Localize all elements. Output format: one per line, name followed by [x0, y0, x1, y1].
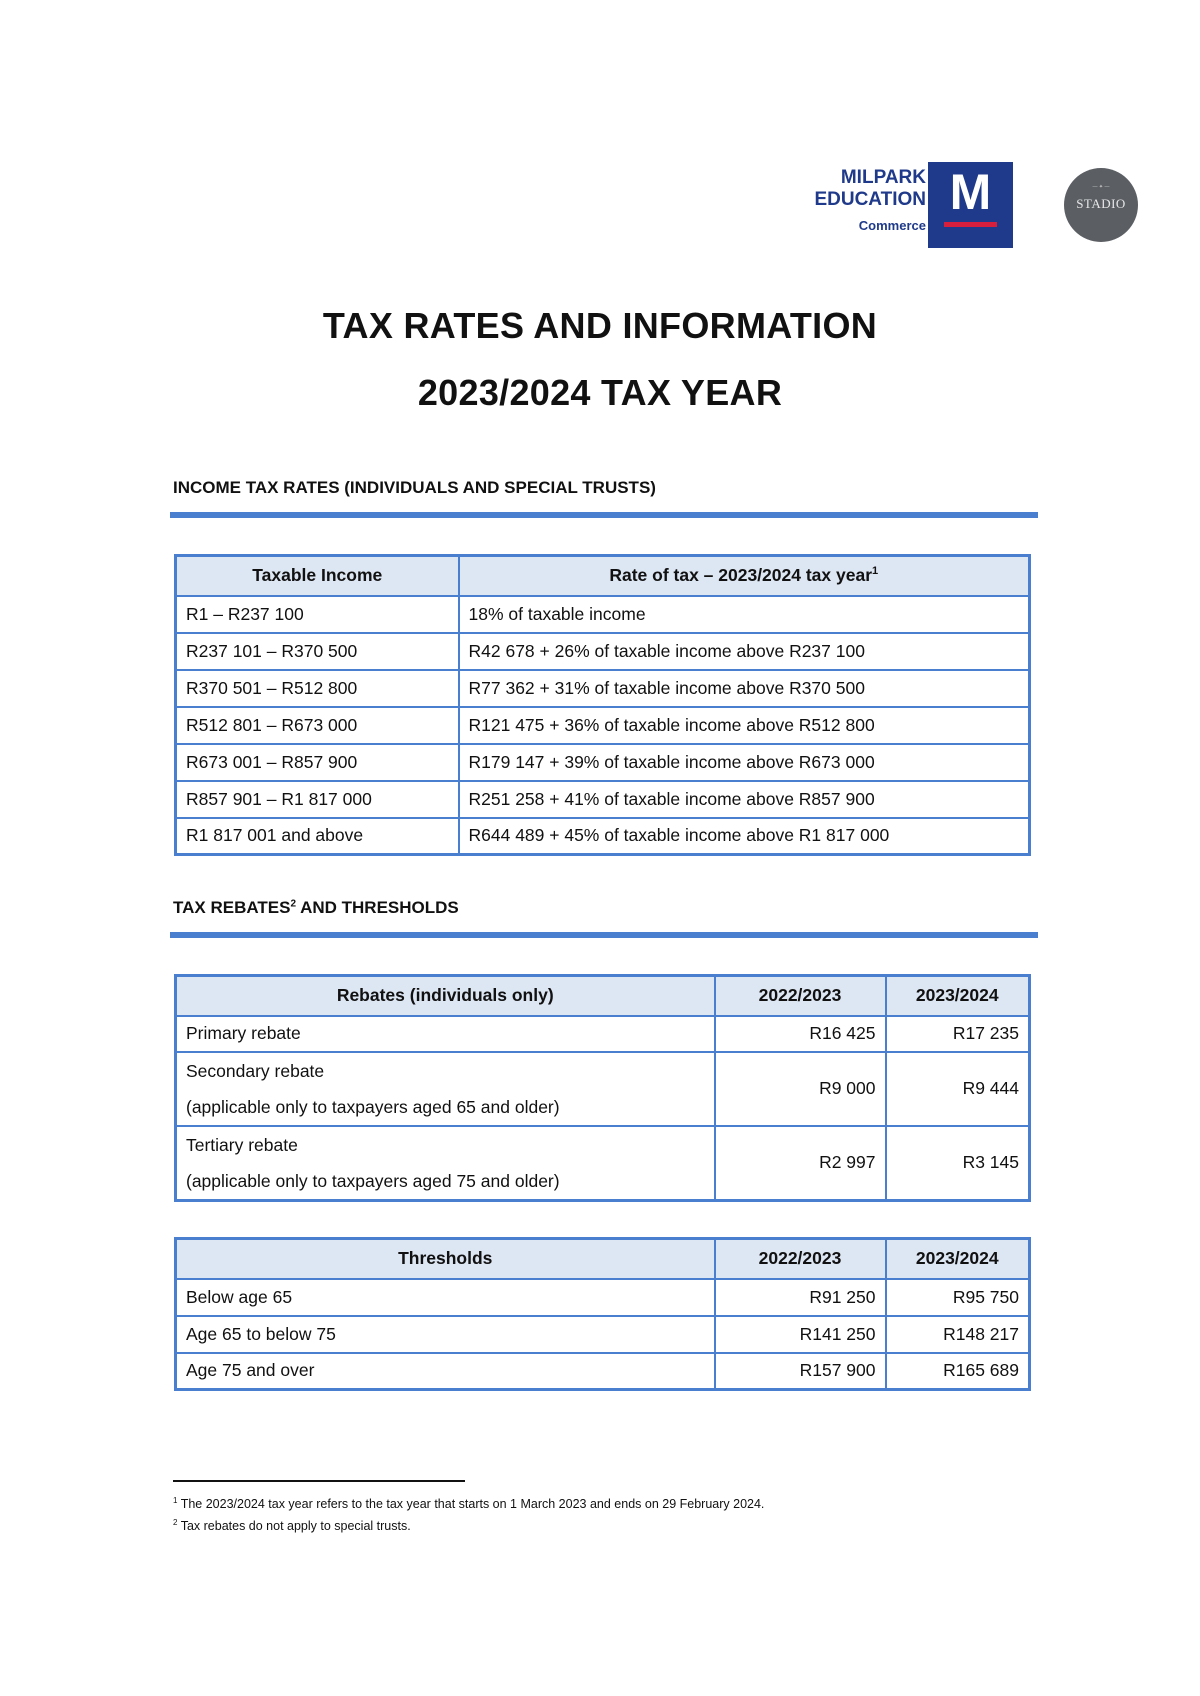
table-header-row: [176, 1239, 1030, 1279]
rate-cell: R179 147 + 39% of taxable income above R673 000: [459, 744, 1030, 781]
rebate-label-cell: [176, 1016, 715, 1052]
threshold-2023-value: R148 217: [886, 1316, 1030, 1353]
seal-text: STADIO: [1076, 196, 1126, 211]
col-header-thresholds: Thresholds: [176, 1239, 715, 1279]
rebate-2023-value: R3 145: [886, 1126, 1030, 1201]
stadio-seal-logo: [1064, 168, 1138, 242]
rebate-2022-value: R2 997: [715, 1126, 886, 1201]
income-cell: R857 901 – R1 817 000: [176, 781, 459, 818]
income-cell: R1 817 001 and above: [176, 818, 459, 855]
logo-monogram: M: [949, 164, 992, 220]
threshold-2022-value: R141 250: [715, 1316, 886, 1353]
table-row: [176, 1052, 1030, 1126]
seal-small-text: — ✦ —: [1092, 184, 1110, 190]
rate-cell: R251 258 + 41% of taxable income above R857 900: [459, 781, 1030, 818]
threshold-2023-value: R165 689: [886, 1353, 1030, 1390]
income-tax-heading: INCOME TAX RATES (INDIVIDUALS AND SPECIAL TRUSTS): [173, 478, 656, 497]
col-header-2022-2023: 2022/2023: [715, 1239, 886, 1279]
table-row: [176, 818, 1030, 855]
rate-cell: R77 362 + 31% of taxable income above R370 500: [459, 670, 1030, 707]
footnote-1: [173, 1496, 764, 1511]
col-header-rebates: Rebates (individuals only): [176, 976, 715, 1016]
table-row: [176, 1279, 1030, 1316]
income-cell: R370 501 – R512 800: [176, 670, 459, 707]
footnote-ref-2: 2: [290, 898, 296, 910]
footnote-ref-1: 1: [872, 565, 879, 578]
col-header-taxable-income: Taxable Income: [176, 556, 459, 596]
rebate-2023-value: R9 444: [886, 1052, 1030, 1126]
threshold-2022-value: R91 250: [715, 1279, 886, 1316]
col-header-2022-2023: 2022/2023: [715, 976, 886, 1016]
table-row: [176, 1316, 1030, 1353]
col-header-rate: [459, 556, 1030, 596]
milpark-monogram-logo: [928, 162, 1013, 248]
threshold-label: Age 75 and over: [176, 1353, 715, 1390]
logo-red-bar: [944, 222, 997, 227]
rebate-condition: (applicable only to taxpayers aged 75 and older): [186, 1170, 560, 1191]
table-row: [176, 1016, 1030, 1052]
table-row: [176, 633, 1030, 670]
thresholds-table: [174, 1237, 1031, 1391]
rate-cell: 18% of taxable income: [459, 596, 1030, 633]
table-row: [176, 670, 1030, 707]
income-tax-table: [174, 554, 1031, 856]
threshold-2022-value: R157 900: [715, 1353, 886, 1390]
threshold-label: Age 65 to below 75: [176, 1316, 715, 1353]
table-row: [176, 1126, 1030, 1201]
table-row: [176, 1353, 1030, 1390]
rebate-name: Tertiary rebate: [186, 1134, 298, 1155]
threshold-label: Below age 65: [176, 1279, 715, 1316]
threshold-2023-value: R95 750: [886, 1279, 1030, 1316]
rebates-heading: [173, 898, 459, 918]
logo-line-3: Commerce: [858, 218, 926, 233]
rebate-label-cell: [176, 1126, 715, 1201]
milpark-wordmark: [760, 167, 926, 237]
section-rule: [170, 512, 1038, 518]
footnote-text: Tax rebates do not apply to special trusts.: [177, 1519, 411, 1534]
section-rule: [170, 932, 1038, 938]
rebate-name: Primary rebate: [186, 1023, 301, 1043]
col-header-2023-2024: 2023/2024: [886, 976, 1030, 1016]
table-row: [176, 707, 1030, 744]
rebate-label-cell: [176, 1052, 715, 1126]
rebates-heading-part1: TAX REBATES: [173, 898, 291, 917]
rebate-2023-value: R17 235: [886, 1016, 1030, 1052]
rebate-condition: (applicable only to taxpayers aged 65 and older): [186, 1096, 560, 1117]
footnote-2: [173, 1518, 411, 1533]
table-header-row: [176, 556, 1030, 596]
page-subtitle: 2023/2024 TAX YEAR: [417, 372, 783, 413]
rebate-2022-value: R16 425: [715, 1016, 886, 1052]
income-cell: R237 101 – R370 500: [176, 633, 459, 670]
table-header-row: [176, 976, 1030, 1016]
table-row: [176, 596, 1030, 633]
footnote-mark: 2: [173, 1518, 178, 1527]
rate-cell: R42 678 + 26% of taxable income above R237 100: [459, 633, 1030, 670]
page-title: TAX RATES AND INFORMATION: [322, 305, 878, 346]
rate-header-label: Rate of tax – 2023/2024 tax year: [609, 565, 873, 586]
col-header-2023-2024: 2023/2024: [886, 1239, 1030, 1279]
footnote-text: The 2023/2024 tax year refers to the tax year that starts on 1 March 2023 and ends on 29 February 2024.: [177, 1497, 765, 1512]
table-row: [176, 744, 1030, 781]
rebates-table: [174, 974, 1031, 1202]
rate-cell: R644 489 + 45% of taxable income above R1 817 000: [459, 818, 1030, 855]
income-cell: R673 001 – R857 900: [176, 744, 459, 781]
rate-cell: R121 475 + 36% of taxable income above R512 800: [459, 707, 1030, 744]
rebates-heading-part2: AND THRESHOLDS: [296, 898, 459, 917]
rebate-name: Secondary rebate: [186, 1060, 325, 1081]
rebate-2022-value: R9 000: [715, 1052, 886, 1126]
table-row: [176, 781, 1030, 818]
income-cell: R1 – R237 100: [176, 596, 459, 633]
footnote-mark: 1: [173, 1496, 178, 1505]
logo-line-2: EDUCATION: [814, 189, 926, 210]
footnote-divider: [173, 1480, 465, 1482]
logo-line-1: MILPARK: [840, 167, 926, 188]
income-cell: R512 801 – R673 000: [176, 707, 459, 744]
